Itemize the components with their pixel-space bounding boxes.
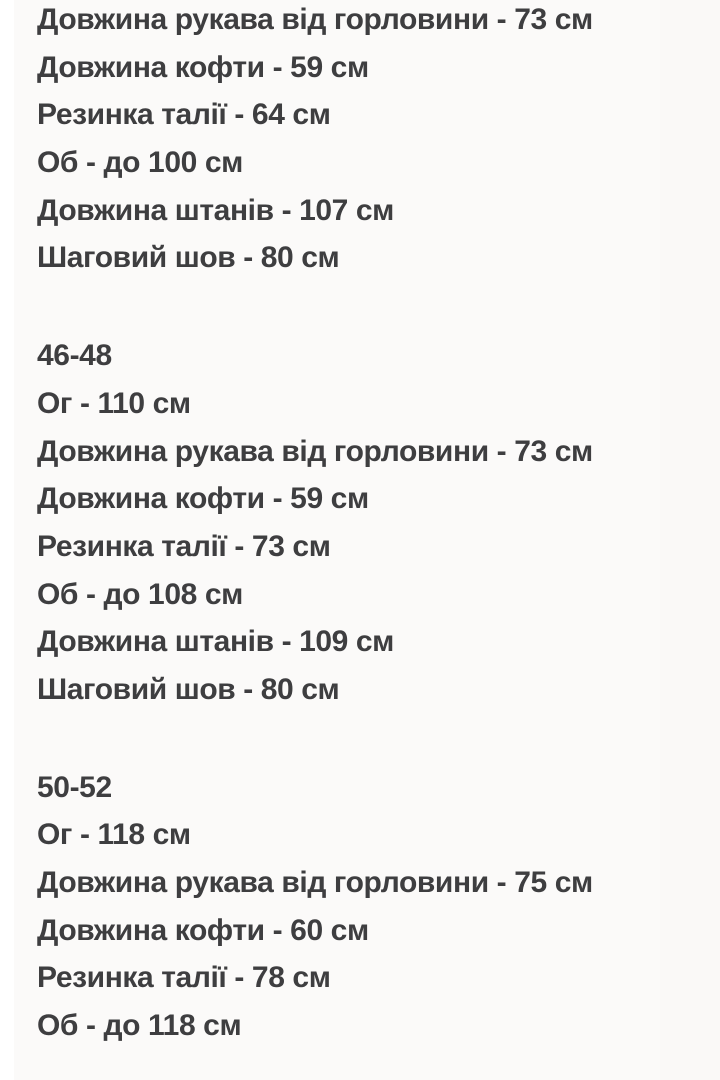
left-margin-strip [0, 0, 14, 1080]
size-chart [37, 0, 687, 1050]
measurement-line: Довжина рукава від горловини - 73 см [37, 3, 593, 36]
size-section [37, 332, 687, 714]
size-section-header: 46-48 [37, 339, 112, 373]
measurement-line: Резинка талії - 78 см [37, 961, 331, 995]
size-section [37, 764, 687, 1050]
measurement-line: Резинка талії - 73 см [37, 529, 331, 563]
measurement-line: Довжина штанів - 109 см [37, 625, 394, 659]
measurement-line: Об - до 108 см [37, 577, 243, 611]
measurement-line: Шаговий шов - 80 см [37, 672, 340, 706]
size-section-header: 50-52 [37, 770, 112, 804]
size-section [37, 0, 687, 282]
measurement-line: Об - до 118 см [37, 1009, 242, 1043]
measurement-line: Довжина штанів - 107 см [37, 193, 394, 227]
measurement-line: Довжина рукава від горловини - 75 см [37, 866, 593, 899]
measurement-line: Резинка талії - 64 см [37, 98, 331, 132]
measurement-line: Довжина кофти - 59 см [37, 50, 369, 84]
measurement-line: Ог - 110 см [37, 386, 191, 420]
measurement-line: Об - до 100 см [37, 146, 243, 180]
measurement-line: Довжина кофти - 60 см [37, 913, 369, 947]
measurement-line: Довжина рукава від горловини - 73 см [37, 434, 593, 468]
measurement-line: Ог - 118 см [37, 818, 191, 852]
measurement-line: Довжина кофти - 59 см [37, 482, 369, 516]
measurement-line: Шаговий шов - 80 см [37, 241, 340, 275]
